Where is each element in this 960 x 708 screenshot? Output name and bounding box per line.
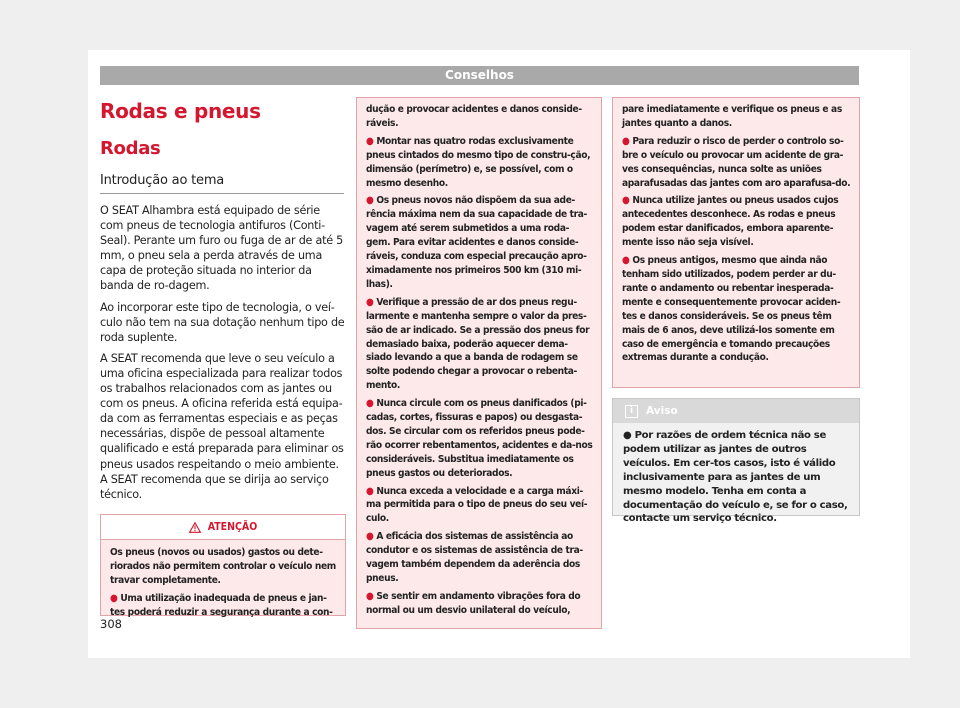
intro-text bbox=[100, 203, 346, 508]
intro-paragraph: Ao incorporar este tipo de tecnologia, o veí-culo não tem na sua dotação nenhum tipo de roda suplente. bbox=[100, 300, 345, 344]
list-item: ● Montar nas quatro rodas exclusivamente pneus cintados do mesmo tipo de constru-ção, dimensão (perímetro) e, se possível, com o mesmo desenho. bbox=[366, 135, 591, 189]
heading-divider bbox=[100, 193, 344, 194]
aviso-header bbox=[613, 399, 859, 423]
atencao-continuation-box-2 bbox=[612, 97, 860, 388]
atencao-title: ATENÇÃO bbox=[207, 521, 258, 533]
aviso-box bbox=[612, 398, 860, 525]
warning-triangle-icon bbox=[189, 522, 201, 533]
aviso-body bbox=[613, 423, 859, 526]
atencao-intro: Os pneus (novos ou usados) gastos ou dete-riorados não permitem controlar o veículo nem travar completamente. bbox=[110, 547, 336, 586]
atencao-header bbox=[101, 515, 345, 540]
section-title: Conselhos bbox=[445, 68, 514, 82]
intro-paragraph: A SEAT recomenda que leve o seu veículo a uma oficina especializada para realizar todos os trabalhos relacionados com as jantes ou com os pneus. A oficina referida está equipa-da com as ferramentas especiais e as peças necessárias, dispõe de pessoal altamente qualificado e está preparada para eliminar os pneus usados respeitando o meio ambiente. A SEAT recomenda que se dirija ao serviço técnico. bbox=[100, 351, 344, 501]
subsection-heading: Introdução ao tema bbox=[100, 173, 225, 188]
list-item: ● Os pneus novos não dispõem da sua ade-rência máxima nem da sua capacidade de tra-vagem até serem submetidos a uma roda-gem. Para evitar acidentes e danos conside-ráveis, conduza com especial precaução apro-ximadamente nos primeiros 500 km (310 mi-lhas). bbox=[366, 195, 587, 290]
list-item: ● Nunca circule com os pneus danificados (pi-cadas, cortes, fissuras e papos) ou desgasta-dos. Se circular com os referidos pneus pode-rão ocorrer rebentamentos, acidentes e da-nos consideráveis. Substitua imediatamente os pneus gastos ou deteriorados. bbox=[366, 398, 593, 479]
bullet-icon: ● bbox=[366, 485, 374, 497]
list-item: ● Verifique a pressão de ar dos pneus regu-larmente e mantenha sempre o valor da pres-são de ar indicado. Se a pressão dos pneus for demasiado baixa, poderão aquecer dema-siado levando a que a banda de rodagem se solte podendo chegar a provocar o rebenta-mento. bbox=[366, 296, 590, 392]
intro-paragraph: O SEAT Alhambra está equipado de série com pneus de tecnologia antifuros (Conti-Seal). Perante um furo ou fuga de ar de até 5 mm, o pneu sela a perda através de uma capa de proteção situada no interior da banda de ro-dagem. bbox=[100, 204, 344, 293]
section-heading: Rodas bbox=[100, 138, 161, 159]
chapter-heading: Rodas e pneus bbox=[100, 99, 261, 123]
bullet-icon: ● bbox=[622, 195, 630, 207]
bullet-icon: ● bbox=[622, 135, 630, 147]
bullet-icon: ● bbox=[366, 398, 374, 410]
list-item: ● Para reduzir o risco de perder o controlo so-bre o veículo ou provocar um acidente de gra-ves consequências, nunca solte as uniões aparafusadas das jantes com aro aparafusa-do. bbox=[622, 135, 851, 189]
page-number: 308 bbox=[100, 617, 122, 631]
section-header-bar bbox=[100, 66, 859, 85]
bullet-icon: ● bbox=[366, 195, 374, 207]
list-item: ● Os pneus antigos, mesmo que ainda não tenham sido utilizados, podem perder ar du-rante o andamento ou rebentar inesperada-mente e consequentemente provocar aciden-tes e danos consideráveis. Se os pneus têm mais de 6 anos, deve utilizá-los somente em caso de emergência e tomando precauções extremas durante a condução. bbox=[622, 255, 841, 364]
list-item: ● Nunca exceda a velocidade e a carga máxi-ma permitida para o tipo de pneus do seu veí-culo. bbox=[366, 485, 588, 525]
continuation-text: dução e provocar acidentes e danos conside-ráveis. bbox=[366, 104, 582, 129]
bullet-icon: ● bbox=[366, 531, 374, 543]
atencao-continuation-box bbox=[356, 97, 602, 629]
bullet-icon: ● bbox=[110, 592, 118, 604]
aviso-title: Aviso bbox=[646, 405, 678, 417]
info-icon: i bbox=[625, 405, 638, 418]
atencao-continuation-body-2 bbox=[613, 98, 859, 365]
list-item: ● Por razões de ordem técnica não se podem utilizar as jantes de outros veículos. Em cer-tos casos, isto é válido inclusivamente para as jantes de um mesmo modelo. Tenha em conta a documentação do veículo e, se for o caso, contacte um serviço técnico. bbox=[623, 430, 848, 525]
list-item: ● Se sentir em andamento vibrações fora do normal ou um desvio unilateral do veículo, bbox=[366, 590, 581, 616]
bullet-icon: ● bbox=[366, 296, 374, 308]
list-item: ● Nunca utilize jantes ou pneus usados cujos antecedentes desconhece. As rodas e pneus podem estar danificados, embora aparente-mente isso não seja visível. bbox=[622, 195, 839, 249]
atencao-continuation-body bbox=[357, 98, 601, 618]
continuation-text: pare imediatamente e verifique os pneus e as jantes quanto a danos. bbox=[622, 104, 842, 129]
list-item: ● Uma utilização inadequada de pneus e jan-tes poderá reduzir a segurança durante a con- bbox=[110, 592, 333, 618]
bullet-icon: ● bbox=[622, 255, 630, 267]
bullet-icon: ● bbox=[366, 135, 374, 147]
atencao-body bbox=[101, 540, 345, 620]
list-item: ● A eficácia dos sistemas de assistência ao condutor e os sistemas de assistência de tra-vagem também dependem da aderência dos pneus. bbox=[366, 531, 583, 584]
atencao-box bbox=[100, 514, 346, 616]
bullet-icon: ● bbox=[623, 430, 632, 441]
bullet-icon: ● bbox=[366, 590, 374, 602]
